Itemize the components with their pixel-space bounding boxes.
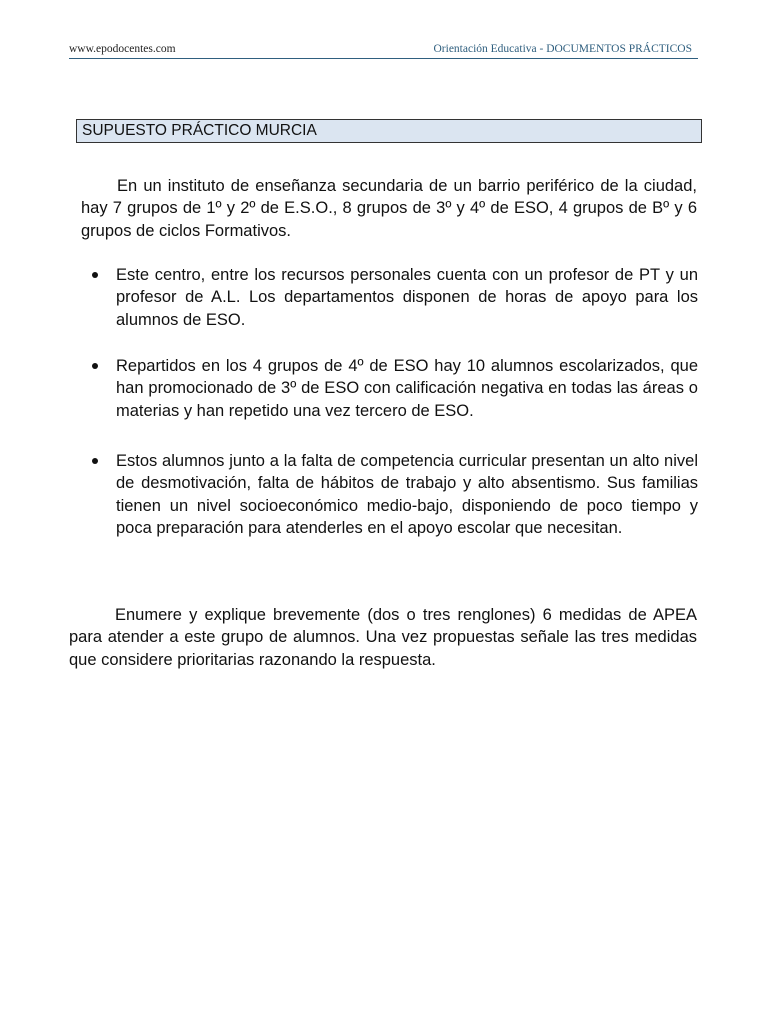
bullet-icon <box>92 272 98 278</box>
bullet-text: Este centro, entre los recursos personales cuenta con un profesor de PT y un profesor de A.L. Los departamentos disponen de horas de apoyo para los alumnos de ESO. <box>116 266 698 329</box>
title-box <box>76 119 702 143</box>
bullet-icon <box>92 363 98 369</box>
bullet-text: Estos alumnos junto a la falta de competencia curricular presentan un alto nivel de desmotivación, falta de hábitos de trabajo y alto absentismo. Sus familias tienen un nivel socioeconómico medio-bajo, disponiendo de poco tiempo y poca preparación para atenderles en el apoyo escolar que necesitan. <box>116 452 698 537</box>
document-title: SUPUESTO PRÁCTICO MURCIA <box>82 122 317 139</box>
intro-paragraph: En un instituto de enseñanza secundaria de un barrio periférico de la ciudad, hay 7 grupos de 1º y 2º de E.S.O., 8 grupos de 3º y 4º de ESO, 4 grupos de Bº y 6 grupos de ciclos Formativos. <box>81 177 697 240</box>
bullet-text: Repartidos en los 4 grupos de 4º de ESO hay 10 alumnos escolarizados, que han promocionado de 3º de ESO con calificación negativa en todas las áreas o materias y han repetido una vez tercero de ESO. <box>116 357 698 420</box>
bullet-icon <box>92 458 98 464</box>
question-paragraph: Enumere y explique brevemente (dos o tres renglones) 6 medidas de APEA para atender a este grupo de alumnos. Una vez propuestas señale las tres medidas que considere prioritarias razonando la respuesta. <box>69 606 697 669</box>
header-section-title: Orientación Educativa - DOCUMENTOS PRÁCTICOS <box>433 43 692 55</box>
page-header <box>69 42 698 59</box>
header-website: www.epodocentes.com <box>69 43 176 55</box>
